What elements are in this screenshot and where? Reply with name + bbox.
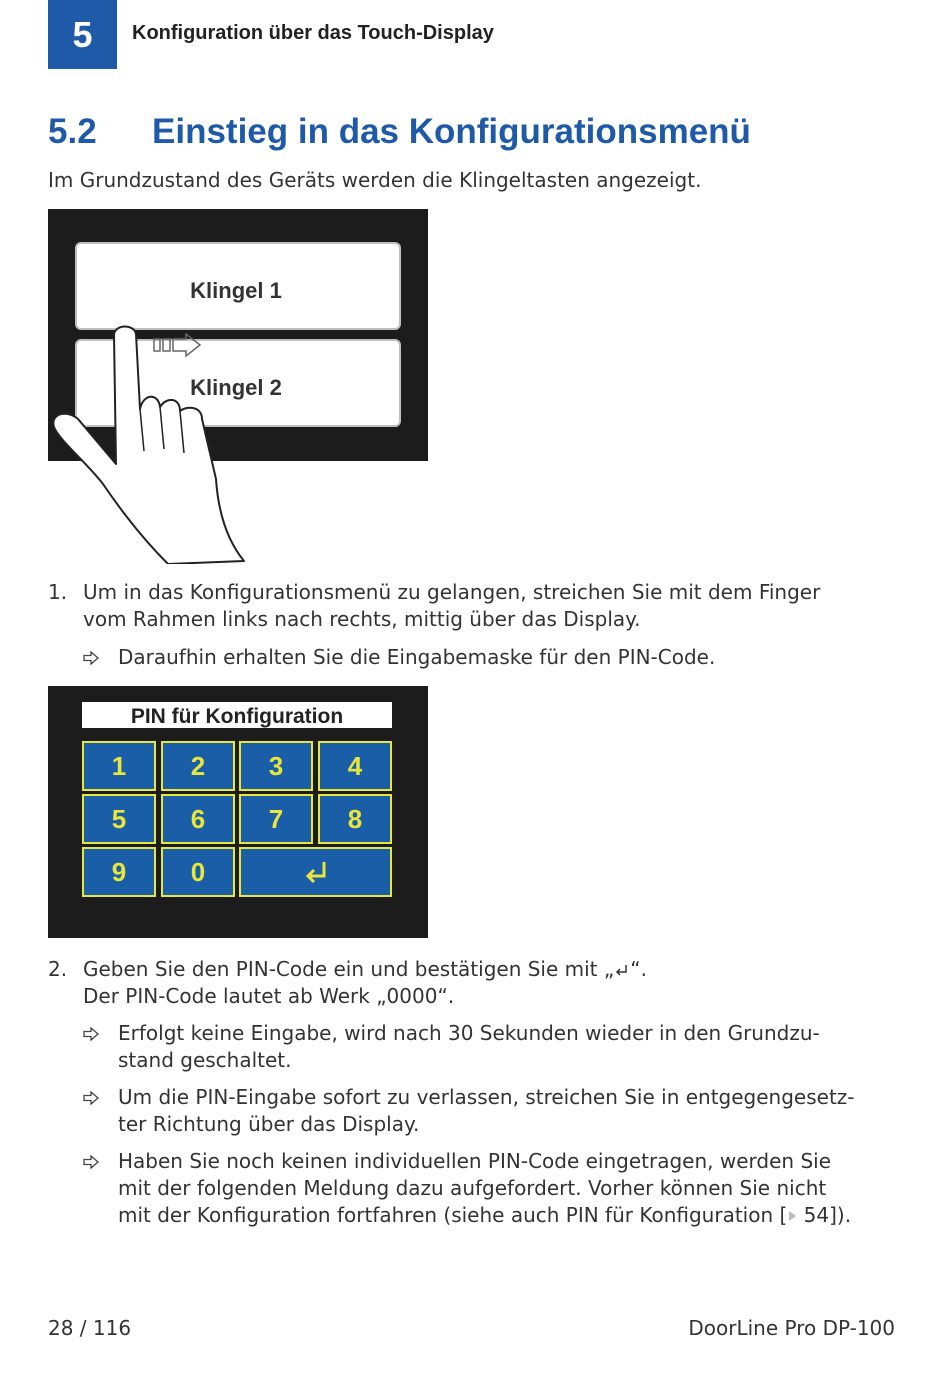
keypad-key-label: 6 xyxy=(190,804,206,834)
keypad-key-label: 1 xyxy=(111,751,127,781)
result-arrow-icon xyxy=(83,651,99,665)
result-text: Um die PIN-Eingabe sofort zu verlassen, streichen Sie in entgegengesetz- xyxy=(118,1085,855,1109)
step-number: 2. xyxy=(48,957,68,981)
keypad-key-label: 5 xyxy=(111,804,127,834)
keypad-key-label: 9 xyxy=(111,857,127,887)
product-name: DoorLine Pro DP-100 xyxy=(688,1316,895,1340)
result-text: mit der folgenden Meldung dazu aufgefordert. Vorher können Sie nicht xyxy=(118,1176,827,1200)
result-text: Haben Sie noch keinen individuellen PIN-Code eingetragen, werden Sie xyxy=(118,1149,831,1173)
page-reference-icon xyxy=(787,1209,797,1223)
enter-key-icon xyxy=(614,963,630,977)
result-arrow-icon xyxy=(83,1091,99,1105)
enter-key xyxy=(240,848,391,896)
intro-text: Im Grundzustand des Geräts werden die Klingeltasten angezeigt. xyxy=(48,168,702,192)
result-text: mit der Konfiguration fortfahren (siehe auch PIN für Konfiguration [ 54]). xyxy=(118,1203,852,1227)
step-text: Der PIN-Code lautet ab Werk „0000“. xyxy=(83,984,455,1008)
chapter-title: Konfiguration über das Touch-Display xyxy=(132,22,494,44)
keypad-key-label: 3 xyxy=(268,751,284,781)
step-text: Um in das Konfigurationsmenü zu gelangen, streichen Sie mit dem Finger xyxy=(83,580,821,604)
section-number: 5.2 xyxy=(48,112,97,151)
result-arrow-icon xyxy=(83,1027,99,1041)
page-number: 28 / 116 xyxy=(48,1316,132,1340)
keypad-key-label: 8 xyxy=(347,804,363,834)
result-text: Erfolgt keine Eingabe, wird nach 30 Sekunden wieder in den Grundzu- xyxy=(118,1021,820,1045)
step-text: vom Rahmen links nach rechts, mittig über das Display. xyxy=(83,607,641,631)
step-text: Geben Sie den PIN-Code ein und bestätigen Sie mit „ “. xyxy=(83,957,647,981)
keypad-key-label: 0 xyxy=(190,857,206,887)
page-reference-link[interactable]: 54 xyxy=(797,1203,830,1227)
klingel-2-button: Klingel 2 xyxy=(190,375,282,400)
section-heading xyxy=(48,112,751,152)
figure-pin-keypad xyxy=(48,686,428,938)
figure-klingel-display xyxy=(48,209,428,564)
keypad-key-label: 4 xyxy=(347,751,363,781)
result-text: stand geschaltet. xyxy=(118,1048,292,1072)
keypad-key-label: 7 xyxy=(268,804,284,834)
section-title: Einstieg in das Konfigurationsmenü xyxy=(152,112,751,151)
result-text: ter Richtung über das Display. xyxy=(118,1112,420,1136)
step-number: 1. xyxy=(48,580,68,604)
result-text: Daraufhin erhalten Sie die Eingabemaske für den PIN-Code. xyxy=(118,645,716,669)
chapter-number-badge: 5 xyxy=(48,0,117,69)
result-arrow-icon xyxy=(83,1155,99,1169)
keypad-key-label: 2 xyxy=(190,751,206,781)
pin-title: PIN für Konfiguration xyxy=(130,705,344,728)
klingel-1-button: Klingel 1 xyxy=(190,278,282,303)
